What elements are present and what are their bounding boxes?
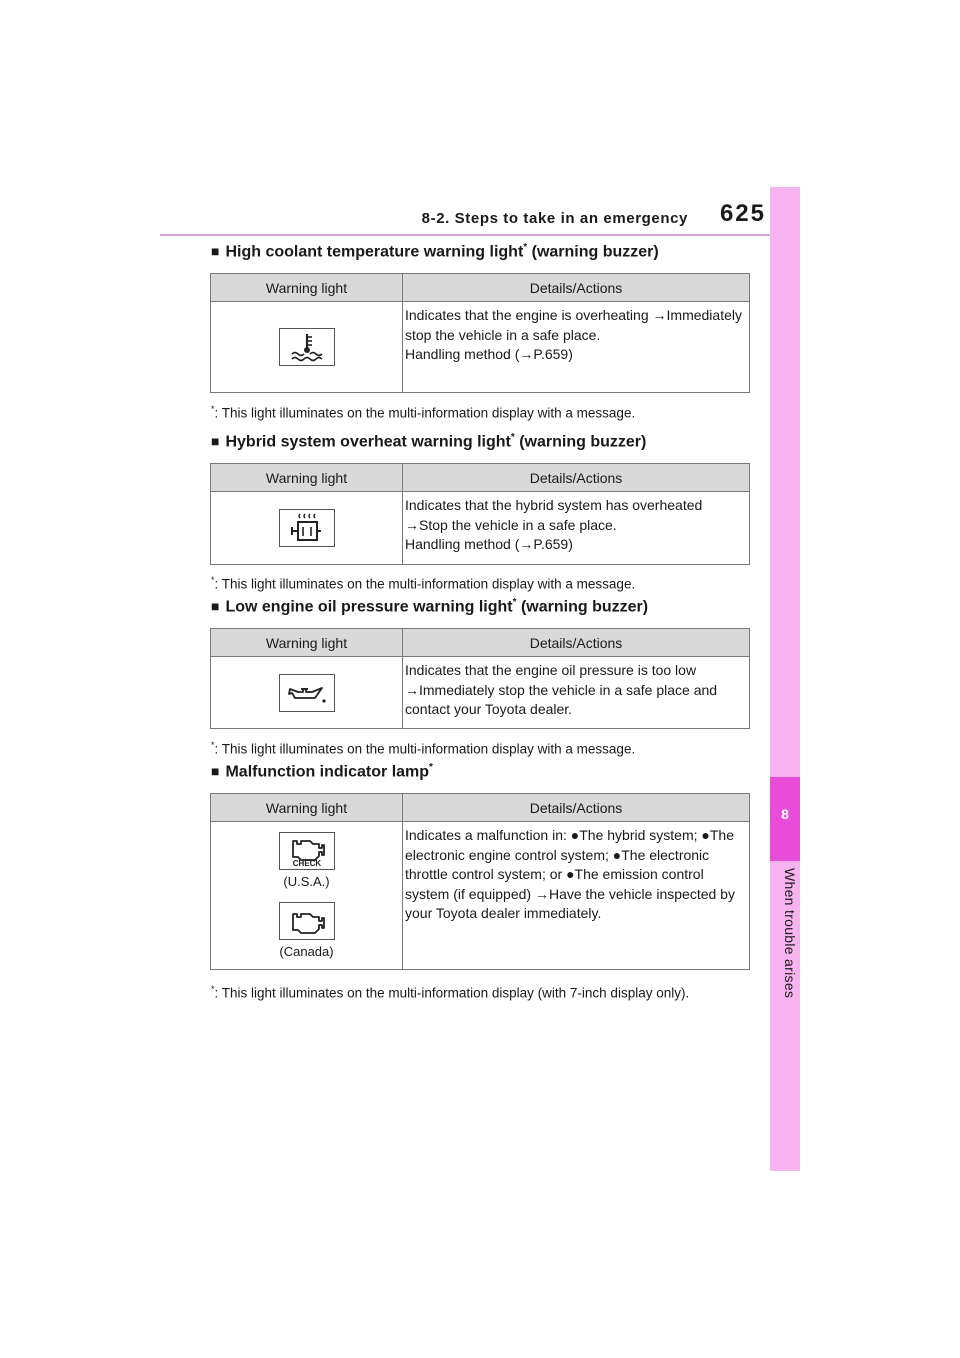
arrow-icon: → <box>519 346 534 362</box>
bullet-icon: ● <box>701 827 710 843</box>
region-canada: (Canada) <box>279 943 334 959</box>
arrow-icon: → <box>405 516 419 533</box>
bullet-icon: ● <box>612 846 622 863</box>
arrow-icon: → <box>652 307 667 323</box>
details-oil-pressure: Indicates that the engine oil pressure is too low →Immediately stop the vehicle in a safe place and contact your Toyota dealer. <box>403 657 750 729</box>
region-usa: (U.S.A.) <box>283 874 330 889</box>
bullet-icon: ● <box>570 827 580 843</box>
column-header-warning-light: Warning light <box>211 464 403 492</box>
details-malfunction: Indicates a malfunction in: ●The hybrid system; ●The electronic engine control system; ●The electronic throttle control system; or ●The emission control system (if equipped) →Have the vehicle inspected by your Toyota dealer immediately. <box>403 822 750 970</box>
column-header-warning-light: Warning light <box>211 794 403 822</box>
column-header-details: Details/Actions <box>403 464 750 492</box>
square-bullet-icon: ■ <box>211 763 220 780</box>
section-title: 8-2. Steps to take in an emergency <box>421 210 688 227</box>
oil-can-icon <box>279 674 335 712</box>
coolant-temperature-icon <box>279 328 335 366</box>
footnote-coolant: *: This light illuminates on the multi-information display with a message. <box>211 404 636 421</box>
section-heading-malfunction: ■ Malfunction indicator lamp* <box>211 762 433 781</box>
arrow-icon: → <box>534 885 549 902</box>
hybrid-overheat-icon <box>279 509 335 547</box>
bullet-icon: ● <box>566 866 575 882</box>
footnote-oil-pressure: *: This light illuminates on the multi-information display with a message. <box>211 740 636 757</box>
section-heading-oil-pressure: ■ Low engine oil pressure warning light* (warning buzzer) <box>211 597 649 616</box>
column-header-details: Details/Actions <box>403 629 750 657</box>
column-header-warning-light: Warning light <box>211 629 403 657</box>
column-header-warning-light: Warning light <box>211 274 403 302</box>
list-item: ●The electronic engine control system; <box>405 827 734 863</box>
column-header-details: Details/Actions <box>403 794 750 822</box>
square-bullet-icon: ■ <box>211 598 220 615</box>
details-coolant: Indicates that the engine is overheating →Immediately stop the vehicle in a safe place. Handling method (→P.659) <box>403 302 750 393</box>
header-divider <box>160 234 770 236</box>
section-heading-hybrid-overheat: ■ Hybrid system overheat warning light* (warning buzzer) <box>211 432 647 451</box>
page-reference-link[interactable]: P.659) <box>533 536 573 552</box>
column-header-details: Details/Actions <box>403 274 750 302</box>
check-engine-icon <box>279 832 335 870</box>
page-number: 625 <box>719 200 766 227</box>
check-label: CHECK <box>292 859 321 868</box>
square-bullet-icon: ■ <box>211 243 220 260</box>
warning-table-coolant <box>210 273 750 393</box>
engine-icon <box>279 902 335 940</box>
footnote-malfunction: *: This light illuminates on the multi-information display (with 7-inch display only). <box>211 984 690 1001</box>
warning-table-malfunction <box>210 793 750 970</box>
warning-table-hybrid-overheat <box>210 463 750 565</box>
page-reference-link[interactable]: P.659) <box>533 346 573 362</box>
details-hybrid-overheat: Indicates that the hybrid system has overheated →Stop the vehicle in a safe place. Handling method (→P.659) <box>403 492 750 565</box>
footnote-hybrid-overheat: *: This light illuminates on the multi-information display with a message. <box>211 575 636 592</box>
arrow-icon: → <box>405 681 419 698</box>
square-bullet-icon: ■ <box>211 433 220 450</box>
chapter-number: 8 <box>770 777 800 861</box>
chapter-title: When trouble arises <box>782 868 798 999</box>
list-item: ●The emission control system (if equipped) <box>405 866 704 902</box>
arrow-icon: → <box>519 536 534 552</box>
list-item: ●The hybrid system; <box>570 827 698 843</box>
list-item: ●The electronic throttle control system; or <box>405 846 710 882</box>
section-heading-coolant: ■ High coolant temperature warning light* (warning buzzer) <box>211 242 659 261</box>
warning-table-oil-pressure <box>210 628 750 729</box>
